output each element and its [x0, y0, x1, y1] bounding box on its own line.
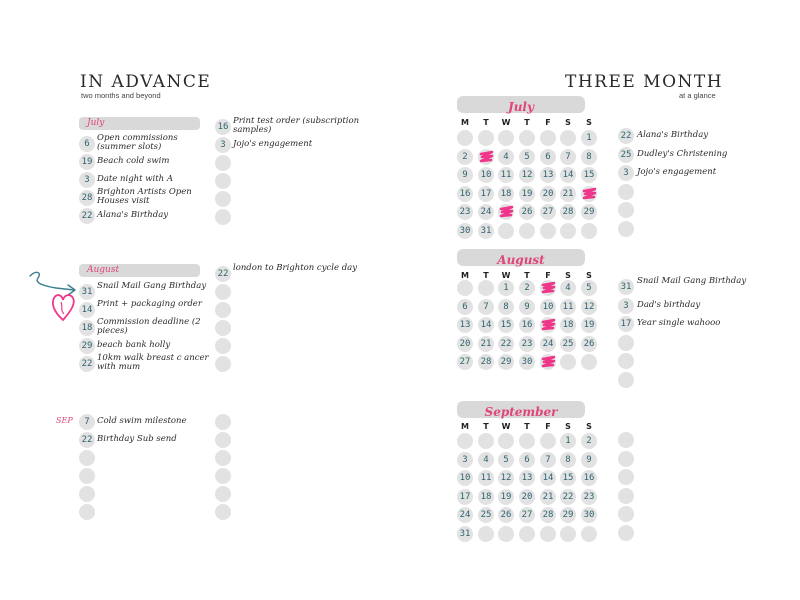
july-label-bar	[79, 117, 200, 130]
calendar-day: 2	[457, 149, 473, 165]
calendar-day: 18	[478, 489, 494, 505]
event-date-circle: 25	[618, 147, 634, 163]
highlighter-scribble-icon	[541, 355, 556, 368]
event-text: Print + packaging order	[97, 299, 202, 309]
calendar-day: 5	[519, 149, 535, 165]
event-text: Birthday Sub send	[97, 434, 177, 444]
august-label: August	[87, 265, 120, 275]
calendar-day: 11	[560, 299, 576, 315]
event-date-circle: 7	[79, 414, 95, 430]
event-text: 10km walk breast c ancer with mum	[97, 353, 209, 372]
calendar-empty-day	[457, 433, 473, 449]
empty-event-circle	[215, 432, 231, 448]
event-text: Commission deadline (2 pieces)	[97, 317, 201, 336]
calendar-day: 14	[478, 317, 494, 333]
calendar-day: 19	[519, 186, 535, 202]
calendar-day: 30	[519, 354, 535, 370]
calendar-day: 24	[478, 204, 494, 220]
calendar-day: 9	[519, 299, 535, 315]
calendar-day: 16	[519, 317, 535, 333]
calendar-day: 11	[478, 470, 494, 486]
in-advance-title: IN ADVANCE	[80, 72, 212, 92]
calendar-day: 10	[457, 470, 473, 486]
calendar-day: 26	[498, 507, 514, 523]
calendar-day: 20	[457, 336, 473, 352]
weekday-label: T	[524, 422, 530, 431]
calendar-day: 14	[560, 167, 576, 183]
month-header-september	[457, 401, 585, 418]
empty-event-circle	[618, 432, 634, 448]
highlighter-scribble-icon	[499, 205, 514, 218]
calendar-day: 1	[581, 130, 597, 146]
calendar-day: 12	[581, 299, 597, 315]
empty-event-circle	[215, 338, 231, 354]
calendar-day: 29	[560, 507, 576, 523]
calendar-day: 12	[498, 470, 514, 486]
calendar-day: 16	[457, 186, 473, 202]
calendar-empty-day	[478, 526, 494, 542]
empty-event-circle	[79, 468, 95, 484]
weekday-label: W	[501, 271, 511, 280]
calendar-day: 10	[478, 167, 494, 183]
month-header-august	[457, 249, 585, 266]
empty-event-circle	[215, 320, 231, 336]
calendar-day: 1	[498, 280, 514, 296]
empty-event-circle	[215, 414, 231, 430]
event-date-circle: 22	[79, 432, 95, 448]
calendar-day: 9	[457, 167, 473, 183]
calendar-day: 14	[540, 470, 556, 486]
event-text: Jojo's engagement	[233, 139, 313, 149]
calendar-empty-day	[560, 223, 576, 239]
calendar-day: 16	[581, 470, 597, 486]
calendar-day: 20	[540, 186, 556, 202]
event-text: Alana's Birthday	[97, 210, 169, 220]
calendar-day: 27	[457, 354, 473, 370]
calendar-day: 23	[457, 204, 473, 220]
calendar-empty-day	[519, 223, 535, 239]
event-text: Cold swim milestone	[97, 416, 187, 426]
calendar-day: 24	[457, 507, 473, 523]
calendar-empty-day	[581, 354, 597, 370]
weekday-label: T	[483, 422, 489, 431]
weekday-label: S	[586, 422, 592, 431]
empty-event-circle	[215, 284, 231, 300]
empty-event-circle	[618, 221, 634, 237]
weekday-label: S	[565, 271, 571, 280]
empty-event-circle	[618, 202, 634, 218]
calendar-day: 13	[540, 167, 556, 183]
empty-event-circle	[618, 184, 634, 200]
weekday-label: T	[524, 271, 530, 280]
calendar-empty-day	[519, 526, 535, 542]
event-date-circle: 3	[215, 137, 231, 153]
calendar-day: 26	[519, 204, 535, 220]
event-date-circle: 22	[79, 208, 95, 224]
calendar-day: 4	[498, 149, 514, 165]
weekday-label: F	[545, 271, 551, 280]
empty-event-circle	[215, 173, 231, 189]
calendar-empty-day	[498, 433, 514, 449]
empty-event-circle	[215, 504, 231, 520]
weekday-label: F	[545, 118, 551, 127]
empty-event-circle	[79, 504, 95, 520]
event-date-circle: 31	[618, 279, 634, 295]
month-name: September	[484, 405, 558, 419]
calendar-empty-day	[457, 130, 473, 146]
calendar-day: 7	[478, 299, 494, 315]
calendar-day: 30	[457, 223, 473, 239]
highlighter-scribble-icon	[541, 281, 556, 294]
calendar-day: 26	[581, 336, 597, 352]
weekday-label: S	[565, 118, 571, 127]
calendar-day: 23	[519, 336, 535, 352]
calendar-day: 23	[581, 489, 597, 505]
july-label: July	[87, 118, 105, 128]
event-date-circle: 28	[79, 190, 95, 206]
calendar-empty-day	[540, 223, 556, 239]
month-name: August	[497, 253, 545, 267]
calendar-day: 21	[478, 336, 494, 352]
event-text: beach bank holly	[97, 340, 171, 350]
event-date-circle: 22	[215, 266, 231, 282]
three-month-title: THREE MONTH	[565, 72, 724, 92]
event-date-circle: 6	[79, 136, 95, 152]
empty-event-circle	[618, 335, 634, 351]
empty-event-circle	[618, 353, 634, 369]
empty-event-circle	[618, 372, 634, 388]
month-header-july	[457, 96, 585, 113]
calendar-empty-day	[540, 433, 556, 449]
event-text: Year single wahooo	[637, 318, 721, 328]
empty-event-circle	[215, 155, 231, 171]
calendar-empty-day	[478, 280, 494, 296]
event-date-circle: 19	[79, 154, 95, 170]
calendar-day: 8	[560, 452, 576, 468]
calendar-day: 6	[519, 452, 535, 468]
event-date-circle: 3	[618, 298, 634, 314]
calendar-empty-day	[498, 223, 514, 239]
weekday-label: M	[461, 422, 469, 431]
event-text: Dad's birthday	[637, 299, 701, 310]
calendar-day: 19	[581, 317, 597, 333]
weekday-label: S	[586, 118, 592, 127]
month-name: July	[508, 100, 534, 114]
calendar-day: 20	[519, 489, 535, 505]
calendar-day: 25	[478, 507, 494, 523]
calendar-day: 22	[498, 336, 514, 352]
calendar-empty-day	[560, 526, 576, 542]
highlighter-scribble-icon	[479, 150, 494, 163]
empty-event-circle	[215, 450, 231, 466]
event-text: Open commissions (summer slots)	[97, 133, 178, 152]
event-date-circle: 22	[618, 128, 634, 144]
empty-event-circle	[618, 451, 634, 467]
calendar-day: 27	[519, 507, 535, 523]
event-text: Beach cold swim	[97, 156, 170, 166]
calendar-day: 22	[560, 489, 576, 505]
calendar-empty-day	[540, 130, 556, 146]
empty-event-circle	[618, 488, 634, 504]
calendar-day: 21	[560, 186, 576, 202]
weekday-label: F	[545, 422, 551, 431]
calendar-day: 8	[581, 149, 597, 165]
event-text: Alana's Birthday	[637, 130, 709, 140]
weekday-label: M	[461, 118, 469, 127]
event-date-circle: 14	[79, 302, 95, 318]
calendar-day: 21	[540, 489, 556, 505]
calendar-day: 17	[478, 186, 494, 202]
calendar-day: 7	[560, 149, 576, 165]
calendar-day: 7	[540, 452, 556, 468]
calendar-empty-day	[478, 433, 494, 449]
calendar-empty-day	[457, 280, 473, 296]
weekday-label: T	[483, 271, 489, 280]
empty-event-circle	[215, 209, 231, 225]
empty-event-circle	[79, 486, 95, 502]
event-date-circle: 17	[618, 316, 634, 332]
august-label-bar	[79, 264, 200, 277]
calendar-day: 12	[519, 167, 535, 183]
event-text: Brighton Artists Open Houses visit	[97, 187, 192, 206]
weekday-label: S	[565, 422, 571, 431]
calendar-day: 24	[540, 336, 556, 352]
calendar-day: 2	[519, 280, 535, 296]
calendar-day: 15	[560, 470, 576, 486]
weekday-label: T	[524, 118, 530, 127]
calendar-day: 2	[581, 433, 597, 449]
calendar-day: 15	[498, 317, 514, 333]
calendar-day: 18	[498, 186, 514, 202]
empty-event-circle	[618, 469, 634, 485]
weekday-label: W	[501, 118, 511, 127]
calendar-day: 9	[581, 452, 597, 468]
calendar-empty-day	[478, 130, 494, 146]
calendar-day: 6	[540, 149, 556, 165]
event-text: Jojo's engagement	[637, 167, 717, 177]
calendar-day: 3	[457, 452, 473, 468]
empty-event-circle	[215, 468, 231, 484]
empty-event-circle	[618, 525, 634, 541]
sep-label: SEP	[56, 416, 73, 425]
calendar-day: 15	[581, 167, 597, 183]
calendar-day: 6	[457, 299, 473, 315]
calendar-day: 28	[560, 204, 576, 220]
calendar-day: 27	[540, 204, 556, 220]
calendar-day: 29	[581, 204, 597, 220]
calendar-day: 5	[498, 452, 514, 468]
heart-doodle-icon	[50, 290, 76, 324]
empty-event-circle	[215, 302, 231, 318]
event-text: Snail Mail Gang Birthday	[637, 276, 747, 286]
calendar-day: 28	[478, 354, 494, 370]
event-date-circle: 22	[79, 356, 95, 372]
in-advance-subtitle: two months and beyond	[81, 91, 161, 100]
highlighter-scribble-icon	[582, 187, 597, 200]
weekday-label: T	[483, 118, 489, 127]
calendar-day: 30	[581, 507, 597, 523]
calendar-day: 8	[498, 299, 514, 315]
calendar-day: 5	[581, 280, 597, 296]
calendar-day: 13	[519, 470, 535, 486]
calendar-day: 17	[457, 489, 473, 505]
event-text: Snail Mail Gang Birthday	[97, 281, 207, 291]
calendar-empty-day	[519, 433, 535, 449]
calendar-day: 11	[498, 167, 514, 183]
event-date-circle: 31	[79, 284, 95, 300]
calendar-day: 28	[540, 507, 556, 523]
calendar-day: 31	[478, 223, 494, 239]
event-text: Date night with A	[97, 174, 173, 184]
event-text: london to Brighton cycle day	[233, 263, 358, 273]
event-date-circle: 16	[215, 119, 231, 135]
calendar-day: 19	[498, 489, 514, 505]
calendar-day: 13	[457, 317, 473, 333]
calendar-day: 4	[478, 452, 494, 468]
weekday-label: M	[461, 271, 469, 280]
empty-event-circle	[618, 506, 634, 522]
event-text: Print test order (subscription samples)	[233, 116, 360, 135]
calendar-empty-day	[581, 526, 597, 542]
event-text: Dudley's Christening	[637, 148, 728, 159]
calendar-empty-day	[498, 526, 514, 542]
event-date-circle: 3	[618, 165, 634, 181]
calendar-day: 31	[457, 526, 473, 542]
calendar-day: 18	[560, 317, 576, 333]
event-date-circle: 29	[79, 338, 95, 354]
event-date-circle: 18	[79, 320, 95, 336]
calendar-empty-day	[498, 130, 514, 146]
event-date-circle: 3	[79, 172, 95, 188]
calendar-day: 1	[560, 433, 576, 449]
calendar-day: 10	[540, 299, 556, 315]
highlighter-scribble-icon	[541, 318, 556, 331]
empty-event-circle	[79, 450, 95, 466]
calendar-empty-day	[519, 130, 535, 146]
calendar-empty-day	[560, 354, 576, 370]
weekday-label: S	[586, 271, 592, 280]
calendar-empty-day	[560, 130, 576, 146]
calendar-day: 4	[560, 280, 576, 296]
weekday-label: W	[501, 422, 511, 431]
three-month-subtitle: at a glance	[679, 91, 716, 100]
calendar-empty-day	[540, 526, 556, 542]
empty-event-circle	[215, 486, 231, 502]
empty-event-circle	[215, 356, 231, 372]
calendar-empty-day	[581, 223, 597, 239]
empty-event-circle	[215, 191, 231, 207]
calendar-day: 25	[560, 336, 576, 352]
calendar-day: 29	[498, 354, 514, 370]
